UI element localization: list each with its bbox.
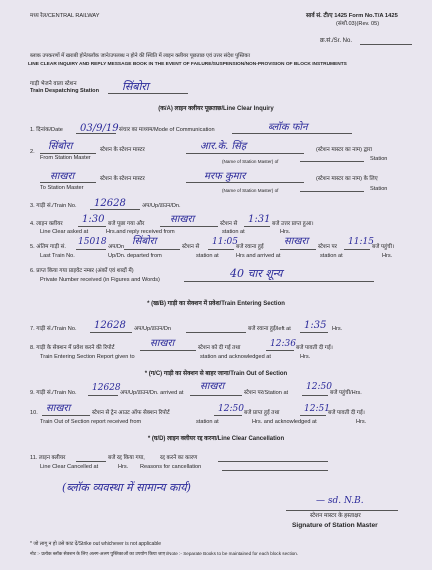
out-report-ack-label: बजे पावती दी गई। bbox=[328, 410, 365, 416]
entering-report-en-3: Hrs. bbox=[300, 354, 311, 360]
entering-left-time: 1:35 bbox=[304, 320, 327, 331]
separate-books-note: नोट :- प्रत्येक ब्लॉक सेक्शन के लिए अलग-अलग पुस्तिकाओं का उपयोग किया जाए।/Note :- Separate Books to be maintained for each block section. bbox=[30, 551, 299, 556]
out-report-station-field[interactable] bbox=[42, 415, 90, 416]
lc-asked-mid: बजे पूछा गया और bbox=[108, 221, 145, 227]
last-train-en-3: station at bbox=[196, 253, 219, 259]
private-no-field[interactable] bbox=[184, 281, 374, 282]
train-no-value: 12628 bbox=[94, 198, 126, 209]
last-train-from-station: सिंबोरा bbox=[132, 236, 157, 247]
from-sm-name-field[interactable] bbox=[186, 153, 304, 154]
out-report-en-3: Hrs. and acknowledged at bbox=[252, 419, 317, 425]
lc-asked-time: 1:30 bbox=[82, 214, 105, 225]
from-sm-name-value: आर.के. सिंह bbox=[200, 141, 247, 152]
to-station-value: साखरा bbox=[50, 171, 75, 182]
out-train-time: 12:50 bbox=[306, 382, 332, 392]
last-train-dir: अप/Dn bbox=[108, 244, 125, 250]
lc-cancel-reason-field[interactable] bbox=[218, 461, 328, 462]
lc-cancel-en-3: Reasons for cancellation bbox=[140, 464, 202, 470]
out-report-number: 10. bbox=[30, 410, 38, 416]
out-time-field[interactable] bbox=[302, 395, 328, 396]
last-train-label: 5. अंतिम गाड़ी सं. bbox=[30, 244, 66, 250]
entering-hrs: Hrs. bbox=[332, 326, 343, 332]
train-no-field[interactable] bbox=[90, 209, 140, 210]
entering-train-dir: अप/Up/डाउन/Dn bbox=[134, 326, 172, 332]
last-train-arr-label: बजे पहुंची। bbox=[372, 244, 395, 250]
from-station-caption: Station bbox=[370, 156, 388, 162]
to-sm-name-value: मरफ कुमार bbox=[204, 171, 246, 182]
out-report-received-time: 12:50 bbox=[218, 404, 244, 414]
private-no-value: 40 चार शून्य bbox=[230, 267, 283, 280]
lc-asked-field[interactable] bbox=[78, 226, 106, 227]
from-station-en-field[interactable] bbox=[300, 161, 364, 162]
to-station-en-field[interactable] bbox=[300, 191, 364, 192]
from-sm-suffix: (स्टेशन मास्टर का नाम) द्वारा bbox=[316, 147, 372, 153]
date-label: 1. दिनांक/Date bbox=[30, 127, 63, 133]
lc-reply-time: 1:31 bbox=[248, 214, 271, 225]
last-train-en-2: Up/Dn. departed from bbox=[108, 253, 162, 259]
last-train-arr-time: 11:15 bbox=[348, 237, 374, 247]
to-sm-label-english: To Station Master bbox=[40, 185, 84, 191]
train-direction: अप/Up/डाउन/Dn. bbox=[142, 203, 181, 209]
lc-reply-en: Hrs.and reply received from bbox=[106, 229, 175, 235]
to-sm-name-field[interactable] bbox=[186, 182, 304, 183]
out-train-station: साखरा bbox=[200, 381, 225, 392]
out-report-en-1: Train Out of Section report received from bbox=[40, 419, 142, 425]
out-report-ack-time: 12:51 bbox=[304, 404, 330, 414]
out-train-value: 12628 bbox=[92, 383, 121, 393]
entering-train-field[interactable] bbox=[90, 332, 132, 333]
entering-time-field[interactable] bbox=[300, 332, 328, 333]
form-revision: (संशो.03)(Rev. 05) bbox=[336, 21, 380, 27]
date-value: 03/9/19 bbox=[80, 123, 119, 134]
out-train-label: 9. गाड़ी सं./Train No. bbox=[30, 390, 77, 396]
initials: — sd. N.B. bbox=[316, 496, 364, 506]
sr-no-field[interactable] bbox=[360, 44, 412, 45]
strike-note: * जो लागू न हो उसे काट दें/Strike out whichever is not applicable bbox=[30, 541, 161, 547]
lc-asked-en: Line Clear asked at bbox=[40, 229, 89, 235]
despatching-value: सिंबोरा bbox=[122, 80, 149, 93]
section-c-heading: * (ग/C) गाड़ी का सेक्शन से बाहर जाना/Train Out of Section bbox=[144, 371, 288, 377]
from-station-field[interactable] bbox=[40, 153, 96, 154]
entering-report-ack: बजे पावती दी गई। bbox=[296, 345, 333, 351]
out-report-received-field[interactable] bbox=[214, 415, 242, 416]
out-report-ack-field[interactable] bbox=[300, 415, 326, 416]
to-sm-label-hindi: स्टेशन के स्टेशन मास्टर bbox=[100, 176, 145, 182]
entering-report-time-field[interactable] bbox=[266, 350, 294, 351]
lc-cancel-reason-en-field[interactable] bbox=[222, 470, 328, 471]
lc-asked-label: 4. लाइन क्लीयर bbox=[30, 221, 63, 227]
out-report-station: साखरा bbox=[46, 403, 71, 414]
to-sm-name-caption: (Name of Station Master) of bbox=[222, 188, 279, 193]
last-train-dep-label: बजे रवाना हुई bbox=[236, 244, 264, 250]
title-hindi: ब्लाक उपकरणों में खराबी होने/ब्लॉक जाने/उपलब्ध न होने की स्थिति में लाइन क्लीयर पूछताछ एवं उत्तर संदेश पुस्तिका bbox=[30, 53, 250, 59]
lc-cancel-mid: बजे रद्द किया गया, bbox=[108, 455, 145, 461]
lc-cancel-en-2: Hrs. bbox=[118, 464, 129, 470]
last-train-to-station: साखरा bbox=[284, 236, 309, 247]
despatching-label-hindi: गाड़ी भेजने वाला स्टेशन bbox=[30, 81, 77, 87]
mode-field[interactable] bbox=[232, 133, 352, 134]
signature-label-hindi: स्टेशन मास्टर के हस्ताक्षर bbox=[310, 513, 361, 519]
entering-left-field[interactable] bbox=[186, 332, 246, 333]
last-train-dep-field[interactable] bbox=[208, 249, 234, 250]
out-report-label: स्टेशन से ट्रेन आउट ऑफ सेक्शन रिपोर्ट bbox=[92, 410, 170, 416]
last-train-to-field[interactable] bbox=[280, 249, 316, 250]
entering-report-mid: स्टेशन को दी गई तथा bbox=[198, 345, 241, 351]
out-train-station-label: स्टेशन पर/Station at bbox=[244, 390, 289, 396]
out-report-en-2: station at bbox=[196, 419, 219, 425]
lc-reply-station: साखरा bbox=[170, 214, 195, 225]
last-train-en-6: Hrs. bbox=[382, 253, 393, 259]
row-2-number: 2. bbox=[30, 149, 35, 155]
lc-cancel-en-1: Line Clear Cancelled at bbox=[40, 464, 99, 470]
sr-no-label: क्र.सं./Sr. No. bbox=[320, 38, 353, 44]
lc-reply-suffix: बजे उत्तर प्राप्त हुआ। bbox=[272, 221, 314, 227]
private-no-label-hindi: 6. प्राप्त किया गया प्राइवेट नम्बर (अंकों एवं शब्दों में) bbox=[30, 268, 134, 274]
entering-report-en-2: station and acknowledged at bbox=[200, 354, 271, 360]
out-report-received-label: बजे प्राप्त हुई तथा bbox=[244, 410, 280, 416]
lc-station-en: station at bbox=[222, 229, 245, 235]
last-train-arr-field[interactable] bbox=[344, 249, 370, 250]
from-station-value: सिंबोरा bbox=[48, 141, 73, 152]
lc-reply-field[interactable] bbox=[244, 226, 270, 227]
from-sm-name-caption: (Name of Station Master) of bbox=[222, 159, 279, 164]
lc-reply-mid: स्टेशन से bbox=[220, 221, 238, 227]
handwritten-note: (ब्लॉक व्यवस्था में सामान्य कार्य) bbox=[62, 481, 191, 494]
last-train-en-5: station at bbox=[320, 253, 343, 259]
section-a-heading: (क/A) लाइन क्लीयर पूछताछ/Line Clear Inquiry bbox=[158, 106, 274, 112]
entering-train-label: 7. गाड़ी सं./Train No. bbox=[30, 326, 77, 332]
from-sm-label-hindi: स्टेशन के स्टेशन मास्टर bbox=[100, 147, 145, 153]
out-report-en-4: Hrs. bbox=[356, 419, 367, 425]
entering-left-label: बजे रवाना हुई/left at bbox=[248, 326, 291, 332]
last-train-from-field[interactable] bbox=[124, 249, 180, 250]
mode-value: ब्लॉक फोन bbox=[268, 122, 308, 133]
last-train-en-1: Last Train No. bbox=[40, 253, 75, 259]
to-station-field[interactable] bbox=[40, 182, 96, 183]
title-english: LINE CLEAR INQUIRY AND REPLY MESSAGE BOOK IN THE EVENT OF FAILURE/SUSPENSION/NON-PROVISION OF BLOCK INSTRUMENTS bbox=[28, 62, 347, 67]
to-sm-suffix: (स्टेशन मास्टर का नाम) के लिए bbox=[316, 176, 378, 182]
railway-name: मध्य रेल/CENTRAL RAILWAY bbox=[30, 13, 100, 19]
form-number: सार्व सं. टी/ए 1425 Form No.T/A 1425 bbox=[306, 13, 398, 19]
last-train-dep-time: 11:05 bbox=[212, 237, 238, 247]
despatching-label-english: Train Despatching Station bbox=[30, 88, 99, 94]
lc-reply-station-field[interactable] bbox=[160, 226, 218, 227]
to-station-caption: Station bbox=[370, 186, 388, 192]
entering-report-station: साखरा bbox=[150, 338, 175, 349]
signature-line[interactable] bbox=[286, 510, 398, 511]
lc-cancel-reason-label: रद्द करने का कारण bbox=[160, 455, 198, 461]
last-train-field[interactable] bbox=[76, 249, 106, 250]
mode-label: संचार का माध्यम/Mode of Communication bbox=[119, 127, 215, 133]
entering-report-time: 12:36 bbox=[270, 339, 296, 349]
last-train-en-4: Hrs and arrived at bbox=[236, 253, 281, 259]
out-station-field[interactable] bbox=[190, 395, 242, 396]
lc-hrs-en: Hrs. bbox=[280, 229, 291, 235]
last-train-mid: स्टेशन से bbox=[182, 244, 200, 250]
signature-label-english: Signature of Station Master bbox=[292, 522, 378, 529]
entering-report-en-1: Train Entering Section Report given to bbox=[40, 354, 135, 360]
last-train-value: 15018 bbox=[78, 237, 107, 247]
entering-report-station-field[interactable] bbox=[140, 350, 196, 351]
entering-train-value: 12628 bbox=[94, 320, 126, 331]
lc-cancel-label: 11. लाइन क्लीयर bbox=[30, 455, 66, 461]
out-train-arrived: अप/Up/डाउन/Dn. arrived at bbox=[120, 390, 184, 396]
out-train-field[interactable] bbox=[88, 395, 118, 396]
section-b-heading: * (ख/B) गाड़ी का सेक्शन में प्रवेश/Train Entering Section bbox=[147, 301, 285, 307]
despatching-field[interactable] bbox=[108, 93, 188, 94]
train-no-label: 3. गाड़ी सं./Train No. bbox=[30, 203, 77, 209]
private-no-label-english: Private Number received (in Figures and Words) bbox=[40, 277, 160, 283]
last-train-at-label: स्टेशन पर bbox=[318, 244, 337, 250]
section-d-heading: * (घ/D) लाइन क्लीयर रद्द करना/Line Clear Cancellation bbox=[147, 436, 285, 442]
out-train-hrs: बजे पहुंची/Hrs. bbox=[330, 390, 362, 396]
entering-report-label: 8. गाड़ी के सेक्शन में प्रवेश करने की रिपोर्ट bbox=[30, 345, 115, 351]
from-sm-label-english: From Station Master bbox=[40, 155, 91, 161]
lc-cancel-time-field[interactable] bbox=[76, 461, 106, 462]
